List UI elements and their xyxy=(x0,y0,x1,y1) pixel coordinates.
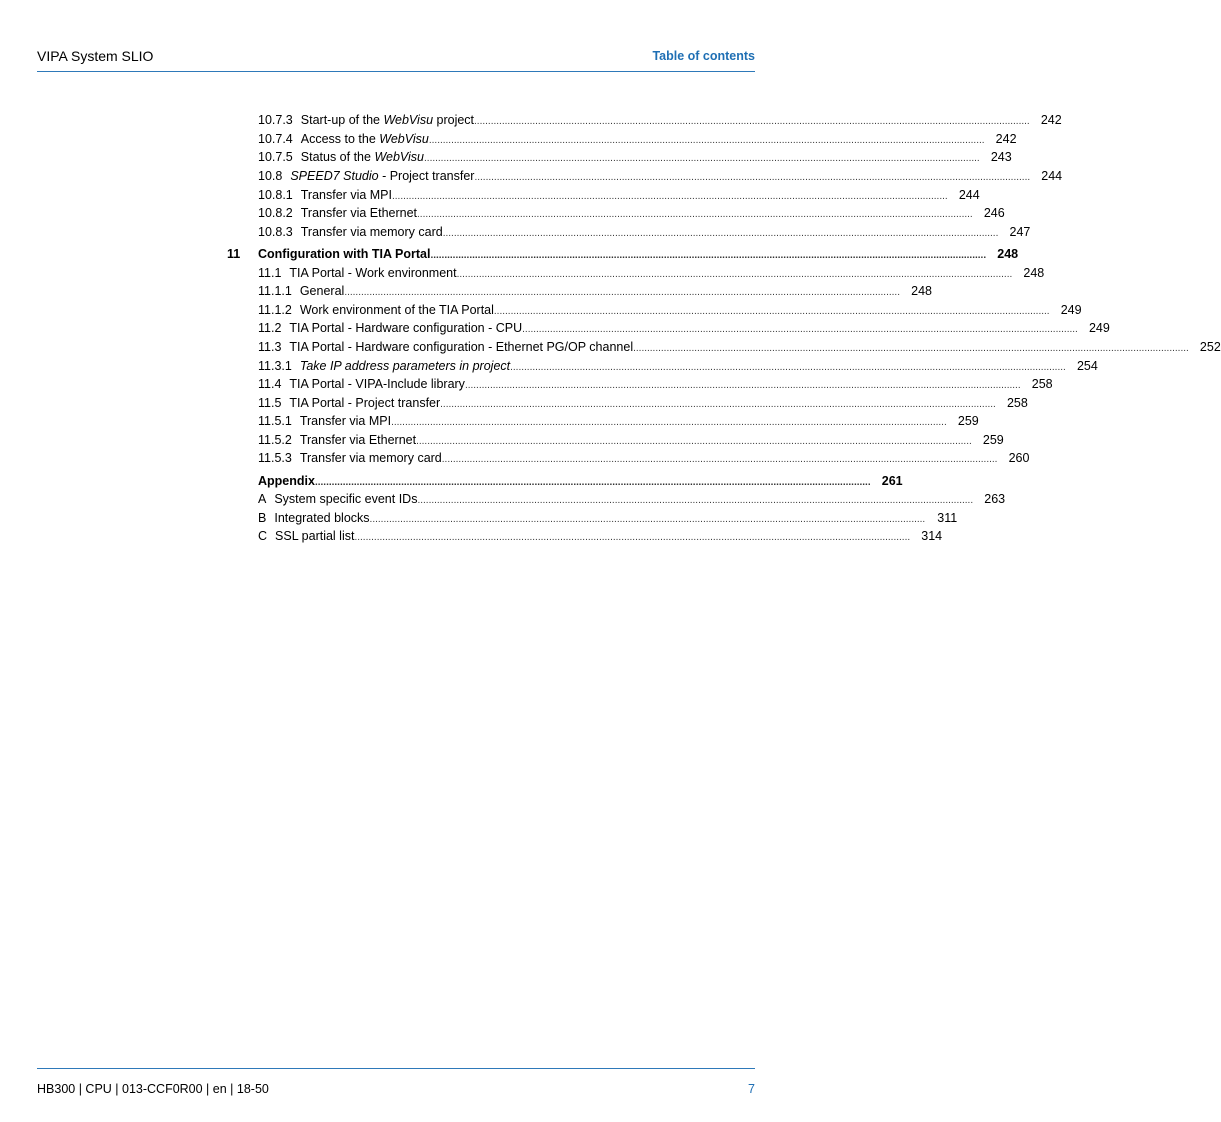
toc-entry[interactable] xyxy=(258,393,1028,412)
toc-section-number: 11.1 xyxy=(258,265,282,280)
toc-entry-label xyxy=(258,225,443,239)
toc-leader-dots xyxy=(522,321,1078,335)
toc-leader-dots xyxy=(440,396,996,410)
table-of-contents xyxy=(227,111,1221,546)
toc-leader-dots xyxy=(392,188,948,202)
toc-title-text: General xyxy=(299,284,345,299)
toc-title-text: Work environment of the TIA Portal xyxy=(299,302,494,317)
toc-section-title xyxy=(301,188,392,202)
toc-section-number: 11.1.1 xyxy=(258,284,292,299)
toc-section-number: 11.2 xyxy=(258,321,282,336)
toc-title-text: Transfer via memory card xyxy=(299,451,442,466)
toc-entry[interactable] xyxy=(258,263,1045,282)
toc-section-title xyxy=(289,266,456,280)
toc-entry-label xyxy=(258,414,391,428)
toc-section-title xyxy=(258,474,315,488)
toc-leader-dots xyxy=(416,433,972,447)
toc-section-number: 10.8 xyxy=(258,169,283,184)
toc-section-title xyxy=(301,132,429,146)
toc-entry-label xyxy=(258,113,474,127)
toc-title-italic: WebVisu xyxy=(379,131,429,146)
toc-page-number: 242 xyxy=(1040,113,1062,128)
toc-section-title xyxy=(275,529,354,543)
toc-title-text: Transfer via Ethernet xyxy=(299,432,417,447)
toc-entry[interactable] xyxy=(258,490,1006,509)
toc-page-number: 258 xyxy=(1006,395,1028,410)
toc-section-title xyxy=(274,492,417,506)
toc-title-text: Transfer via MPI xyxy=(299,414,392,429)
toc-section-number: 11.5.2 xyxy=(258,432,292,447)
toc-entry[interactable] xyxy=(258,167,1063,186)
toc-page-number: 243 xyxy=(990,150,1012,165)
toc-entry-label xyxy=(258,340,633,354)
toc-page-number: 254 xyxy=(1076,358,1098,373)
toc-entry-label xyxy=(258,206,417,220)
toc-entry[interactable] xyxy=(258,319,1110,338)
toc-entry-label xyxy=(258,433,416,447)
toc-entry-label xyxy=(258,303,494,317)
toc-entry-label xyxy=(258,492,417,506)
toc-leader-dots xyxy=(429,132,985,146)
toc-entry-label xyxy=(258,511,370,525)
toc-title-text: Start-up of the xyxy=(300,113,384,128)
toc-entry[interactable] xyxy=(258,223,1031,242)
toc-leader-dots xyxy=(442,451,998,465)
toc-page-number: 244 xyxy=(1041,169,1063,184)
toc-entry[interactable] xyxy=(258,185,980,204)
toc-page-number: 252 xyxy=(1199,339,1221,354)
toc-entry[interactable] xyxy=(258,338,1221,357)
toc-entry-label xyxy=(258,474,315,488)
toc-section-title xyxy=(289,321,522,335)
toc-entry-label xyxy=(258,529,354,543)
toc-title-text: - Project transfer xyxy=(378,169,475,184)
toc-title-text: Appendix xyxy=(258,473,315,488)
toc-title-italic: SPEED7 Studio xyxy=(290,169,379,184)
toc-section-number: 10.8.2 xyxy=(258,206,293,221)
toc-leader-dots xyxy=(465,377,1021,391)
toc-entry[interactable] xyxy=(258,356,1098,375)
toc-leader-dots xyxy=(510,359,1066,373)
toc-page-number: 246 xyxy=(983,206,1005,221)
toc-entry-label xyxy=(258,132,429,146)
toc-section-title xyxy=(300,433,416,447)
toc-page-number: 314 xyxy=(921,529,943,544)
toc-title-text: TIA Portal - Work environment xyxy=(289,265,457,280)
toc-section-title xyxy=(289,340,633,354)
toc-page-number: 248 xyxy=(911,284,932,299)
toc-title-text: project xyxy=(433,113,475,128)
toc-page-number: 258 xyxy=(1031,377,1053,392)
toc-entry-label xyxy=(258,321,522,335)
toc-section-title xyxy=(301,113,474,127)
toc-entry-label xyxy=(258,150,424,164)
toc-section-number: 10.7.4 xyxy=(258,131,293,146)
toc-section-title xyxy=(300,414,391,428)
toc-entry[interactable] xyxy=(258,148,1012,167)
toc-entry-label xyxy=(258,451,442,465)
toc-section-title xyxy=(300,284,344,298)
toc-title-text: Transfer via memory card xyxy=(300,224,443,239)
toc-page-number: 248 xyxy=(1023,265,1045,280)
toc-section-title xyxy=(274,511,369,525)
toc-section-number: 11.5.1 xyxy=(258,414,292,429)
toc-section-title xyxy=(289,377,465,391)
toc-entry-label xyxy=(258,284,344,298)
toc-section-title xyxy=(300,359,510,373)
toc-leader-dots xyxy=(315,474,871,488)
toc-section-number: 11.3 xyxy=(258,339,282,354)
toc-section-number: 10.7.5 xyxy=(258,150,293,165)
toc-page-number: 249 xyxy=(1060,302,1082,317)
toc-entry[interactable] xyxy=(258,204,1005,223)
toc-section-number: 11.3.1 xyxy=(258,358,292,373)
toc-section-number: C xyxy=(258,529,268,544)
toc-leader-dots xyxy=(430,247,986,261)
toc-title-text: TIA Portal - VIPA-Include library xyxy=(289,377,465,392)
toc-entry-label xyxy=(258,266,457,280)
toc-entry[interactable] xyxy=(258,431,1004,450)
toc-title-text: SSL partial list xyxy=(275,529,355,544)
toc-title-text: TIA Portal - Hardware configuration - Ethernet PG/OP channel xyxy=(289,339,634,354)
toc-entry-label xyxy=(258,377,465,391)
footer-document-id: HB300 | CPU | 013-CCF0R00 | en | 18-50 xyxy=(37,1082,269,1096)
toc-title-text: Integrated blocks xyxy=(274,510,370,525)
toc-leader-dots xyxy=(370,511,926,525)
toc-title-text: Transfer via Ethernet xyxy=(300,206,418,221)
footer-divider xyxy=(37,1068,755,1069)
toc-title-text: Configuration with TIA Portal xyxy=(258,246,431,261)
toc-page-number: 261 xyxy=(881,473,903,488)
toc-page-number: 263 xyxy=(984,492,1006,507)
toc-section-title xyxy=(300,451,442,465)
toc-section-number: 11.4 xyxy=(258,377,282,392)
toc-section-number: 10.7.3 xyxy=(258,113,293,128)
toc-title-text: Transfer via MPI xyxy=(300,187,392,202)
toc-section-title xyxy=(300,303,494,317)
toc-section-number: 11.1.2 xyxy=(258,302,292,317)
toc-title-text: Access to the xyxy=(300,131,380,146)
toc-section-title xyxy=(289,396,440,410)
toc-entry-label xyxy=(258,188,392,202)
toc-section-number: A xyxy=(258,492,267,507)
toc-section-number: 10.8.1 xyxy=(258,187,293,202)
document-title: VIPA System SLIO xyxy=(37,48,154,64)
toc-entry[interactable] xyxy=(258,412,979,431)
toc-entry-label xyxy=(258,396,440,410)
toc-entry-label xyxy=(258,359,510,373)
toc-entry[interactable] xyxy=(227,245,1019,264)
toc-title-text: System specific event IDs xyxy=(274,492,418,507)
toc-leader-dots xyxy=(457,266,1013,280)
toc-title-text: TIA Portal - Project transfer xyxy=(289,395,441,410)
toc-leader-dots xyxy=(474,113,1030,127)
toc-section-number: 11.5 xyxy=(258,395,282,410)
toc-page-number: 311 xyxy=(937,510,958,525)
toc-page-number: 259 xyxy=(982,432,1004,447)
toc-chapter-number: 11 xyxy=(227,246,241,261)
toc-entry[interactable] xyxy=(258,527,943,546)
toc-page-number: 249 xyxy=(1088,321,1110,336)
section-title: Table of contents xyxy=(652,49,755,63)
toc-entry[interactable] xyxy=(258,111,1062,130)
toc-entry-label xyxy=(258,247,430,261)
toc-section-title xyxy=(301,150,424,164)
toc-page-number: 244 xyxy=(958,187,980,202)
toc-entry-label xyxy=(258,169,474,183)
header-divider xyxy=(37,71,755,72)
toc-section-title xyxy=(301,225,443,239)
toc-entry[interactable] xyxy=(258,282,932,301)
toc-leader-dots xyxy=(354,529,910,543)
toc-title-italic: WebVisu xyxy=(374,150,425,165)
toc-entry[interactable] xyxy=(258,375,1053,394)
page-number: 7 xyxy=(748,1082,755,1096)
toc-title-text: Status of the xyxy=(300,150,375,165)
toc-entry[interactable] xyxy=(258,130,1017,149)
toc-leader-dots xyxy=(417,206,973,220)
toc-entry[interactable] xyxy=(258,300,1082,319)
toc-page-number: 242 xyxy=(995,131,1017,146)
toc-leader-dots xyxy=(494,303,1050,317)
toc-page-number: 247 xyxy=(1009,224,1031,239)
toc-leader-dots xyxy=(391,414,947,428)
toc-page-number: 259 xyxy=(957,414,979,429)
toc-section-number: 10.8.3 xyxy=(258,224,293,239)
toc-entry[interactable] xyxy=(258,508,958,527)
toc-page-number: 248 xyxy=(997,246,1019,261)
toc-leader-dots xyxy=(633,340,1189,354)
toc-leader-dots xyxy=(344,284,900,298)
toc-section-title xyxy=(290,169,474,183)
toc-page-number: 260 xyxy=(1008,451,1030,466)
toc-section-number: B xyxy=(258,510,267,525)
toc-title-text: TIA Portal - Hardware configuration - CPU xyxy=(289,321,523,336)
toc-leader-dots xyxy=(417,492,973,506)
toc-leader-dots xyxy=(424,150,980,164)
toc-leader-dots xyxy=(443,225,999,239)
toc-entry[interactable] xyxy=(258,449,1030,468)
toc-entry[interactable] xyxy=(258,471,903,490)
toc-title-italic: WebVisu xyxy=(383,113,434,128)
toc-section-title xyxy=(301,206,417,220)
toc-leader-dots xyxy=(474,169,1030,183)
toc-section-number: 11.5.3 xyxy=(258,451,292,466)
toc-section-title xyxy=(258,247,430,261)
toc-title-italic: Take IP address parameters in project xyxy=(299,358,511,373)
